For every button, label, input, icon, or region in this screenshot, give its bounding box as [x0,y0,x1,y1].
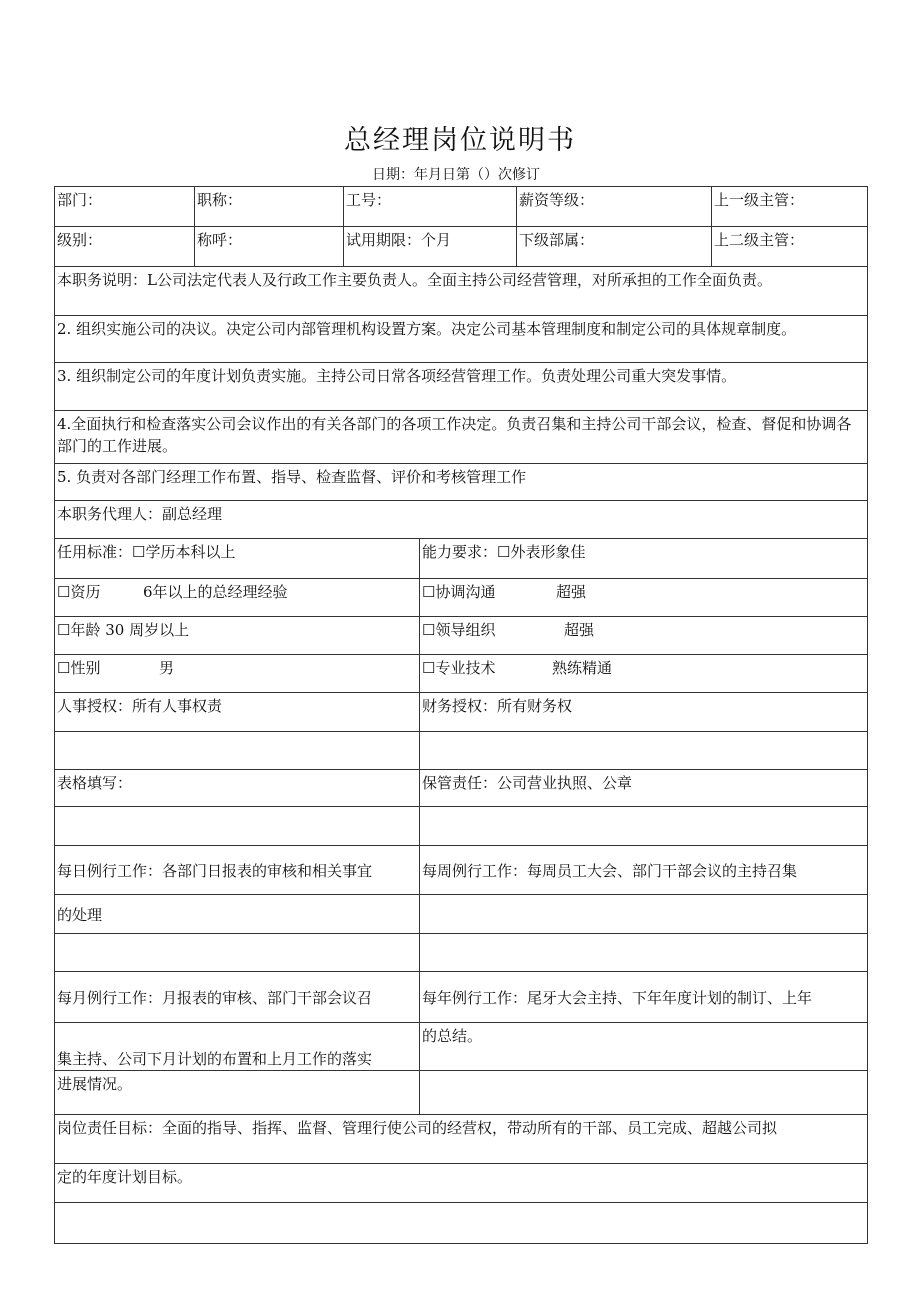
duty-item-4: 4.全面执行和检查落实公司会议作出的有关各部门的各项工作决定。负责召集和主持公司干部会议，检查、督促和协调各部门的工作进展。 [55,411,868,464]
monthly-routine-cont: 进展情况。 [55,1071,420,1115]
duty-item-3: 3. 组织制定公司的年度计划负责实施。主持公司日常各项经营管理工作。负责处理公司重大突发事情。 [55,363,868,411]
qualify-right-cell [420,539,868,579]
hr-authority: 人事授权：所有人事权责 [55,693,420,732]
empty-cell [55,1203,868,1244]
salary-grade-field: 薪资等级： [517,187,712,227]
qualify-row [55,579,868,617]
yearly-routine: 每年例行工作：尾牙大会主持、下年年度计划的制订、上年 [420,972,868,1023]
weekly-routine: 每周例行工作：每周员工大会、部门干部会议的主持召集 [420,846,868,895]
qualify-value: 6年以上的总经理经验 [143,583,288,601]
header-row-2 [55,227,868,267]
deputy-agent: 本职务代理人：副总经理 [55,501,868,539]
qualify-left-cell [55,617,420,655]
qualify-label: ☐资历 [57,583,101,601]
supervisor-1-field: 上一级主管： [712,187,868,227]
qualify-right-cell [420,655,868,693]
qualify-value: 男 [159,659,175,677]
job-title-field: 职称： [195,187,344,227]
qualify-row [55,539,868,579]
qualify-row [55,617,868,655]
document-title: 总经理岗位说明书 [344,125,576,156]
daily-routine: 每日例行工作：各部门日报表的审核和相关事宜 [55,846,420,895]
duty-item-2: 2. 组织实施公司的决议。决定公司内部管理机构设置方案。决定公司基本管理制度和制定公司的具体规章制度。 [55,316,868,363]
empty-cell [420,1071,868,1115]
duty-description: 本职务说明：L公司法定代表人及行政工作主要负责人。全面主持公司经营管理，对所承担的工作全面负责。 [55,267,868,316]
job-description-table [54,186,868,1244]
custody-responsibility: 保管责任：公司营业执照、公章 [420,770,868,807]
level-field: 级别： [55,227,195,267]
form-fill: 表格填写： [55,770,420,807]
header-row-1 [55,187,868,227]
duty-item-5: 5. 负责对各部门经理工作布置、指导、检查监督、评价和考核管理工作 [55,464,868,501]
salutation-field: 称呼： [195,227,344,267]
empty-cell [55,807,420,846]
empty-cell [420,895,868,934]
empty-cell [55,934,420,972]
qualify-left-cell [55,539,420,579]
employee-id-field: 工号： [344,187,517,227]
empty-cell [420,934,868,972]
probation-field: 试用期限：个月 [344,227,517,267]
qualify-value: 超强 [556,583,587,601]
qualify-label: ☐领导组织 [422,621,496,639]
position-goal: 岗位责任目标：全面的指导、指挥、监督、管理行使公司的经营权，带动所有的干部、员工完成、超越公司拟 [55,1115,868,1164]
daily-routine-cont: 的处理 [55,895,420,934]
subordinates-field: 下级部属： [517,227,712,267]
monthly-routine-cont: 集主持、公司下月计划的布置和上月工作的落实 [55,1023,420,1071]
qualify-right-cell [420,579,868,617]
qualify-left-cell [55,655,420,693]
qualify-row [55,655,868,693]
qualify-label: ☐专业技术 [422,659,496,677]
empty-cell [55,732,420,770]
qualify-right-cell [420,617,868,655]
qualify-label: ☐性别 [57,659,101,677]
yearly-routine-cont: 的总结。 [420,1023,868,1071]
monthly-routine: 每月例行工作：月报表的审核、部门干部会议召 [55,972,420,1023]
qualify-label: ☐年龄 30 周岁以上 [57,621,190,639]
qualify-value: 超强 [564,621,595,639]
finance-authority: 财务授权：所有财务权 [420,693,868,732]
revision-dateline: 日期：年月日第（）次修订 [372,167,540,183]
qualify-value: 熟练精通 [552,659,613,677]
qualify-label: 能力要求：☐外表形象佳 [422,543,586,561]
empty-cell [420,732,868,770]
qualify-left-cell [55,579,420,617]
qualify-label: ☐协调沟通 [422,583,496,601]
empty-cell [420,807,868,846]
position-goal-cont: 定的年度计划目标。 [55,1164,868,1203]
qualify-label: 任用标准：☐学历本科以上 [57,543,236,561]
supervisor-2-field: 上二级主管： [712,227,868,267]
department-field: 部门： [55,187,195,227]
